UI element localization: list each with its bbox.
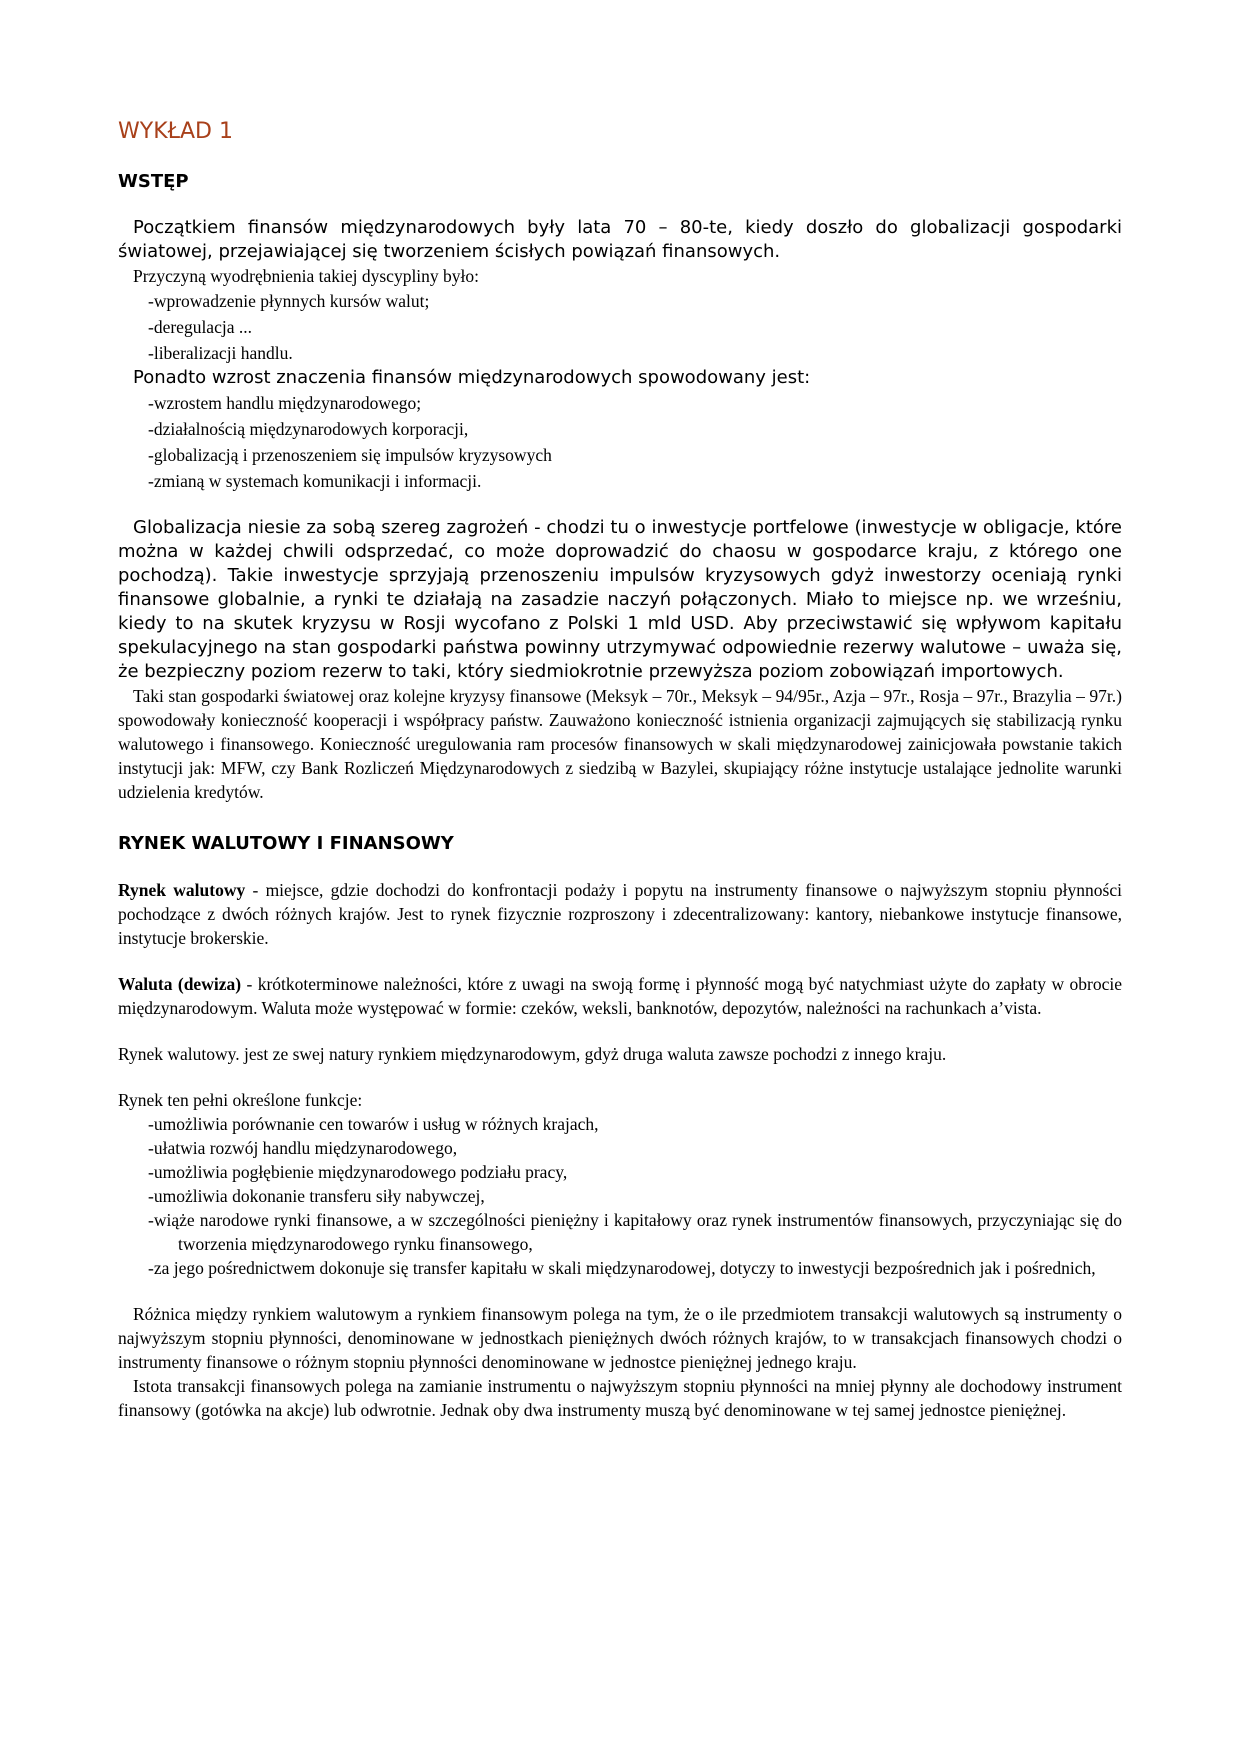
functions-list — [118, 1112, 1122, 1280]
functions-intro: Rynek ten pełni określone funkcje: — [118, 1090, 363, 1110]
definition-currency — [118, 972, 1122, 1020]
growth-intro: Ponadto wzrost znaczenia finansów międzynarodowych spowodowany jest: — [133, 367, 811, 388]
list-item: -umożliwia dokonanie transferu siły nabywczej, — [148, 1186, 485, 1206]
list-item: -zmianą w systemach komunikacji i informacji. — [148, 471, 482, 491]
section-heading-intro: WSTĘP — [118, 171, 189, 192]
term-currency-market: Rynek walutowy — [118, 880, 246, 900]
difference-paragraph: Różnica między rynkiem walutowym a rynkiem finansowym polega na tym, że o ile przedmiotem transakcji walutowych są instrumenty o najwyższym stopniu płynności, denominowane w jednostkach pieniężnych dwóch różnych krajów, to w transakcjach finansowych chodzi o instrumenty finansowe o różnym stopniu płynności denominowane w jednostce pieniężnej jednego kraju. — [118, 1304, 1122, 1372]
list-item: -liberalizacji handlu. — [148, 343, 293, 363]
definition-text: - krótkoterminowe należności, które z uwagi na swoją formę i płynność mogą być natychmiast użyte do zapłaty w obrocie międzynarodowym. Waluta może występować w formie: czeków, weksli, banknotów, depozytów, należności na rachunkach a’vista. — [118, 974, 1123, 1018]
list-item: -działalnością międzynarodowych korporacji, — [148, 419, 469, 439]
term-currency: Waluta (dewiza) — [118, 974, 242, 994]
list-item: -deregulacja ... — [148, 317, 252, 337]
intro-paragraph: Początkiem finansów międzynarodowych były lata 70 – 80-te, kiedy doszło do globalizacji gospodarki światowej, przejawiającej się tworzeniem ścisłych powiązań finansowych. — [118, 217, 1122, 262]
crises-paragraph: Taki stan gospodarki światowej oraz kolejne kryzysy finansowe (Meksyk – 70r., Meksyk – 94/95r., Azja – 97r., Rosja – 97r., Brazylia – 97r.) spowodowały konieczność kooperacji i współpracy państw. Zauważono konieczność istnienia organizacji zajmujących się stabilizacją rynku walutowego i finansowego. Konieczność uregulowania ram procesów finansowych w skali międzynarodowej zainicjowała powstanie takich instytucji jak: MFW, czy Bank Rozliczeń Międzynarodowych z siedzibą w Bazylei, skupiający różne instytucje ustalające jednolite warunki udzielenia kredytów. — [118, 686, 1122, 802]
nature-paragraph: Rynek walutowy. jest ze swej natury rynkiem międzynarodowym, gdyż druga waluta zawsze pochodzi z innego kraju. — [118, 1044, 947, 1064]
globalization-paragraph: Globalizacja niesie za sobą szereg zagrożeń - chodzi tu o inwestycje portfelowe (inwestycje w obligacje, które można w każdej chwili odsprzedać, co może doprowadzić do chaosu w gospodarce kraju, z którego one pochodzą). Takie inwestycje sprzyjają przenoszeniu impulsów kryzysowych gdyż inwestorzy oceniają rynki finansowe globalnie, a rynki te działają na zasadzie naczyń połączonych. Miało to miejsce np. we wrześniu, kiedy to na skutek kryzysu w Rosji wycofano z Polski 1 mld USD. Aby przeciwstawić się wpływom kapitału spekulacyjnego na stan gospodarki państwa powinny utrzymywać odpowiednie rezerwy walutowe – uważa się, że bezpieczny poziom rezerw to taki, który siedmiokrotnie przewyższa poziom zobowiązań importowych. — [118, 517, 1122, 682]
section-heading-market: RYNEK WALUTOWY I FINANSOWY — [118, 833, 454, 854]
page-title: WYKŁAD 1 — [118, 119, 233, 144]
list-item: -za jego pośrednictwem dokonuje się transfer kapitału w skali międzynarodowej, dotyczy to inwestycji bezpośrednich jak i pośrednich, — [148, 1258, 1096, 1278]
reasons-list — [118, 288, 1122, 366]
reasons-intro: Przyczyną wyodrębnienia takiej dyscypliny było: — [133, 266, 480, 286]
definition-text: - miejsce, gdzie dochodzi do konfrontacji podaży i popytu na instrumenty finansowe o najwyższym stopniu płynności pochodzące z dwóch różnych krajów. Jest to rynek fizycznie rozproszony i zdecentralizowany: kantory, niebankowe instytucje finansowe, instytucje brokerskie. — [118, 880, 1122, 948]
list-item: -wiąże narodowe rynki finansowe, a w szczególności pieniężny i kapitałowy oraz rynek instrumentów finansowych, przyczyniając się do tworzenia międzynarodowego rynku finansowego, — [148, 1210, 1122, 1254]
essence-paragraph: Istota transakcji finansowych polega na zamianie instrumentu o najwyższym stopniu płynności na mniej płynny ale dochodowy instrument finansowy (gotówka na akcje) lub odwrotnie. Jednak oby dwa instrumenty muszą być denominowane w tej samej jednostce pieniężnej. — [118, 1376, 1122, 1420]
list-item: -ułatwia rozwój handlu międzynarodowego, — [148, 1138, 458, 1158]
growth-list — [118, 390, 1122, 494]
list-item: -wprowadzenie płynnych kursów walut; — [148, 291, 430, 311]
list-item: -umożliwia porównanie cen towarów i usług w różnych krajach, — [148, 1114, 599, 1134]
list-item: -umożliwia pogłębienie międzynarodowego podziału pracy, — [148, 1162, 568, 1182]
document-page — [118, 112, 1122, 1422]
definition-currency-market — [118, 878, 1122, 950]
list-item: -globalizacją i przenoszeniem się impulsów kryzysowych — [148, 445, 552, 465]
list-item: -wzrostem handlu międzynarodowego; — [148, 393, 422, 413]
